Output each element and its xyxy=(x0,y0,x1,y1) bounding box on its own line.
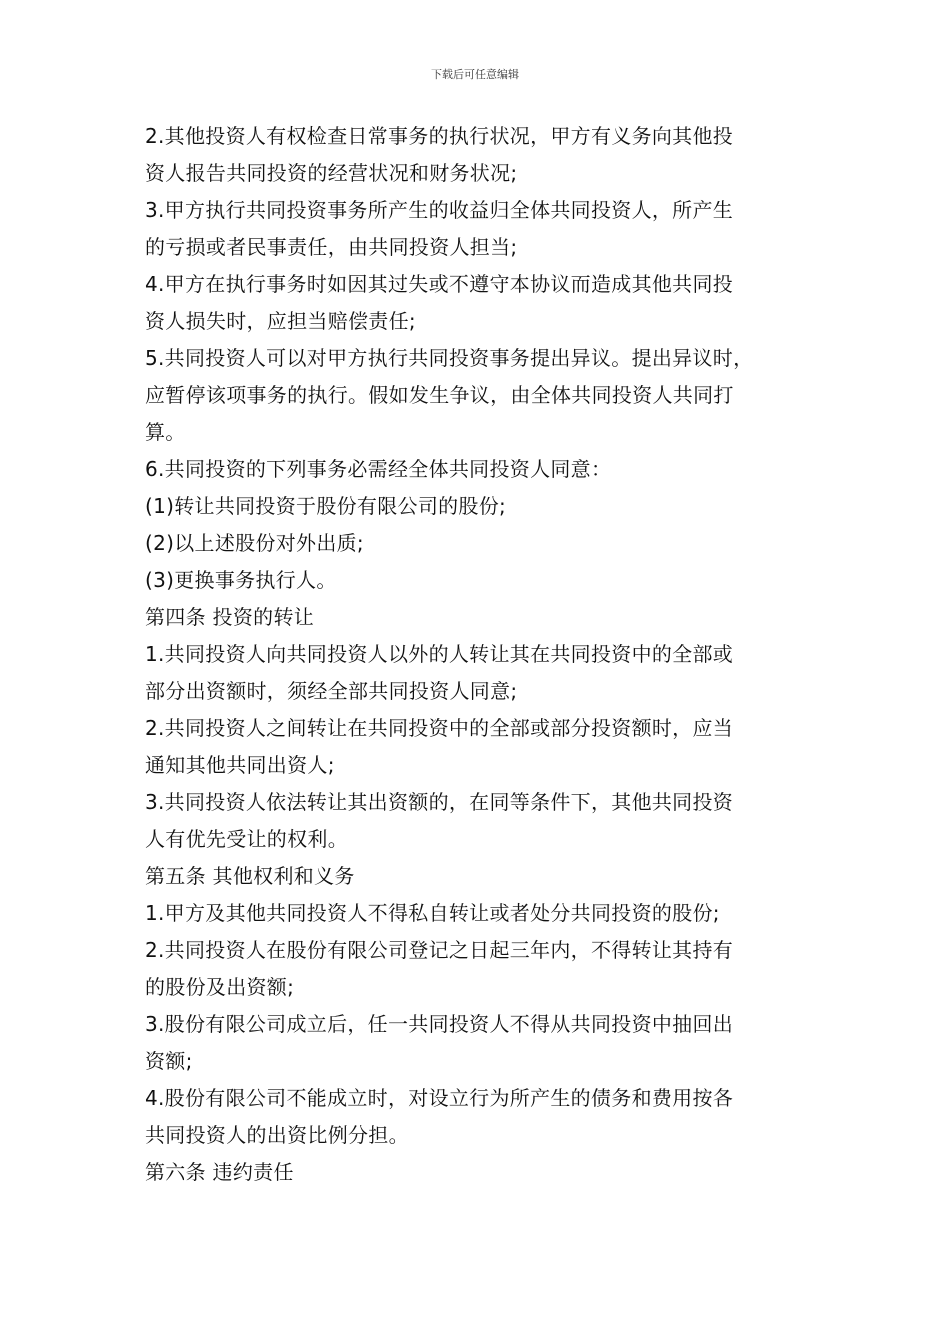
section-heading: 第四条 投资的转让 xyxy=(145,605,315,629)
text-line: 2.共同投资人在股份有限公司登记之日起三年内，不得转让其持有 xyxy=(145,938,734,962)
text-line: (3)更换事务执行人。 xyxy=(145,568,337,592)
text-line: 的亏损或者民事责任，由共同投资人担当; xyxy=(145,235,518,259)
section-heading: 第六条 违约责任 xyxy=(145,1160,294,1184)
text-line: 2.其他投资人有权检查日常事务的执行状况，甲方有义务向其他投 xyxy=(145,124,734,148)
text-line: 4.甲方在执行事务时如因其过失或不遵守本协议而造成其他共同投 xyxy=(145,272,734,296)
text-line: 算。 xyxy=(145,420,186,444)
text-line: 4.股份有限公司不能成立时，对设立行为所产生的债务和费用按各 xyxy=(145,1086,734,1110)
text-line: 2.共同投资人之间转让在共同投资中的全部或部分投资额时，应当 xyxy=(145,716,734,740)
text-line: 部分出资额时，须经全部共同投资人同意; xyxy=(145,679,518,703)
text-line: 资人损失时，应担当赔偿责任; xyxy=(145,309,416,333)
text-line: 3.共同投资人依法转让其出资额的，在同等条件下，其他共同投资 xyxy=(145,790,734,814)
text-line: 资人报告共同投资的经营状况和财务状况; xyxy=(145,161,518,185)
text-line: 3.甲方执行共同投资事务所产生的收益归全体共同投资人，所产生 xyxy=(145,198,734,222)
text-line: 的股份及出资额; xyxy=(145,975,295,999)
text-line: 资额; xyxy=(145,1049,193,1073)
text-line: 3.股份有限公司成立后，任一共同投资人不得从共同投资中抽回出 xyxy=(145,1012,734,1036)
text-line: 共同投资人的出资比例分担。 xyxy=(145,1123,409,1147)
text-line: 1.共同投资人向共同投资人以外的人转让其在共同投资中的全部或 xyxy=(145,642,734,666)
text-line: (2)以上述股份对外出质; xyxy=(145,531,364,555)
section-heading: 第五条 其他权利和义务 xyxy=(145,864,355,888)
text-line: 1.甲方及其他共同投资人不得私自转让或者处分共同投资的股份; xyxy=(145,901,720,925)
page-header: 下载后可任意编辑 xyxy=(431,68,519,81)
document-body xyxy=(145,118,825,1191)
text-line: (1)转让共同投资于股份有限公司的股份; xyxy=(145,494,507,518)
text-line: 通知其他共同出资人; xyxy=(145,753,335,777)
text-line: 5.共同投资人可以对甲方执行共同投资事务提出异议。提出异议时， xyxy=(145,346,754,370)
text-line: 人有优先受让的权利。 xyxy=(145,827,348,851)
text-line: 应暂停该项事务的执行。假如发生争议，由全体共同投资人共同打 xyxy=(145,383,734,407)
text-line: 6.共同投资的下列事务必需经全体共同投资人同意： xyxy=(145,457,612,481)
